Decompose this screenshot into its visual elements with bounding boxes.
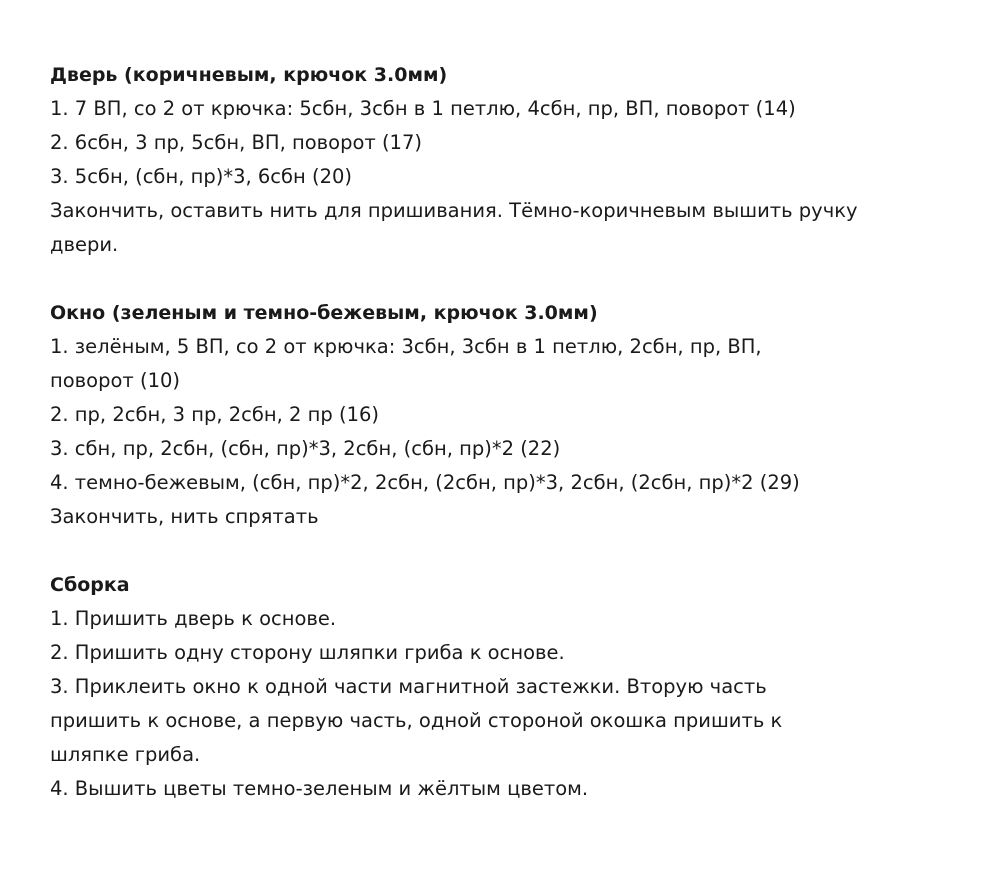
assembly-step-3-end: шляпке гриба. [50,743,201,766]
door-step-2: 2. 6сбн, 3 пр, 5сбн, ВП, поворот (17) [50,131,422,154]
assembly-step-4: 4. Вышить цветы темно-зеленым и жёлтым цветом. [50,777,589,800]
section-title-assembly: Сборка [50,574,130,596]
door-step-1: 1. 7 ВП, со 2 от крючка: 5сбн, 3сбн в 1 петлю, 4сбн, пр, ВП, поворот (14) [50,97,796,120]
window-finish-note: Закончить, нить спрятать [50,505,319,528]
assembly-step-3: 3. Приклеить окно к одной части магнитной застежки. Вторую часть [50,675,767,698]
window-step-1-continued: поворот (10) [50,369,180,392]
assembly-step-1: 1. Пришить дверь к основе. [50,607,337,630]
window-step-1: 1. зелёным, 5 ВП, со 2 от крючка: 3сбн, 3сбн в 1 петлю, 2сбн, пр, ВП, [50,335,762,358]
assembly-step-2: 2. Пришить одну сторону шляпки гриба к основе. [50,641,565,664]
door-finish-note-continued: двери. [50,233,119,256]
assembly-step-3-continued: пришить к основе, а первую часть, одной стороной окошка пришить к [50,709,783,732]
window-step-2: 2. пр, 2сбн, 3 пр, 2сбн, 2 пр (16) [50,403,380,426]
section-window [50,296,985,534]
instructions-document [50,58,985,806]
section-assembly [50,568,985,806]
section-title-door: Дверь (коричневым, крючок 3.0мм) [50,64,448,86]
section-door [50,58,985,262]
door-step-3: 3. 5сбн, (сбн, пр)*3, 6сбн (20) [50,165,353,188]
section-title-window: Окно (зеленым и темно-бежевым, крючок 3.0мм) [50,302,598,324]
window-step-3: 3. сбн, пр, 2сбн, (сбн, пр)*3, 2сбн, (сбн, пр)*2 (22) [50,437,561,460]
window-step-4: 4. темно-бежевым, (сбн, пр)*2, 2сбн, (2сбн, пр)*3, 2сбн, (2сбн, пр)*2 (29) [50,471,800,494]
door-finish-note: Закончить, оставить нить для пришивания. Тёмно-коричневым вышить ручку [50,199,858,222]
